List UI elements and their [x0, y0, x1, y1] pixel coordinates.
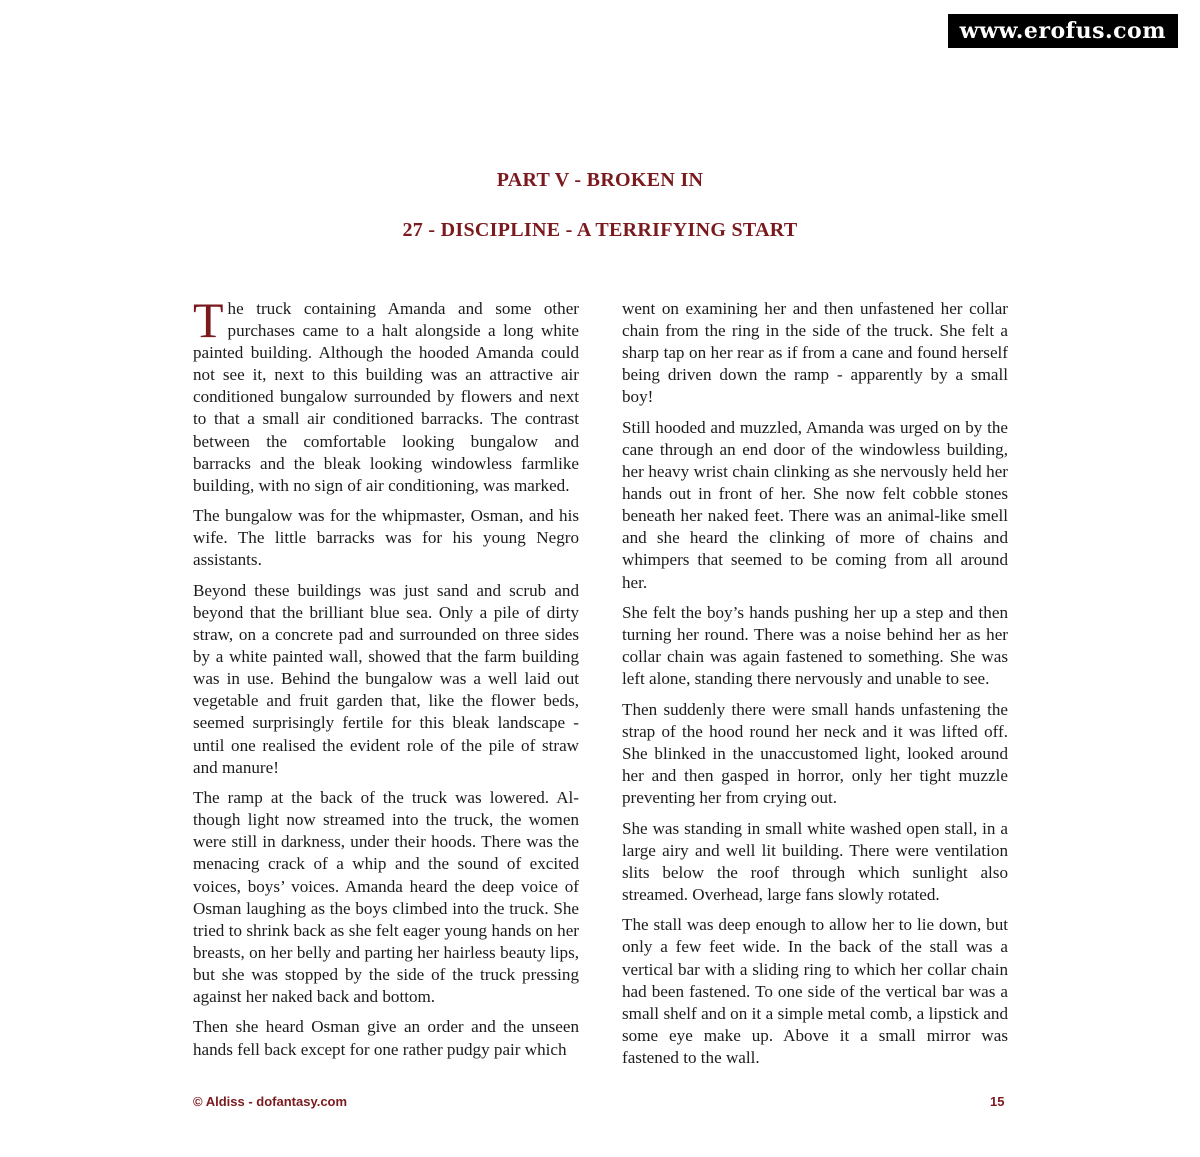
paragraph: went on examining her and then unfastened her collar chain from the ring in the side of the truck. She felt a sharp tap on her rear as if from a cane and found herself being driven down the ramp - apparently by a small boy! [622, 299, 1008, 407]
paragraph: Beyond these buildings was just sand and scrub and beyond that the brilliant blue sea. Only a pile of dirty straw, on a concrete pad and surrounded on three sides by a white painted wall, showed that the farm building was in use. Behind the bungalow was a well laid out vegetable and fruit garden that, like the flower beds, seemed surprisingly fertile for this bleak landscape - until one realised the evident role of the pile of straw and manure! [193, 580, 579, 777]
right-column [622, 298, 1008, 1077]
paragraph: The bungalow was for the whipmaster, Osman, and his wife. The little barracks was for his young Negro assistants. [193, 506, 579, 570]
paragraph: Still hooded and muzzled, Amanda was urged on by the cane through an end door of the windowless building, her heavy wrist chain clinking as she nervously held her hands out in front of her. She now felt cobble stones beneath her naked feet. There was an animal-like smell and she heard the clinking of more of chains and whimpers that seemed to be coming from all around her. [622, 417, 1008, 592]
paragraph [193, 292, 579, 497]
chapter-title: 27 - DISCIPLINE - A TERRIFYING START [402, 219, 798, 241]
paragraph: The stall was deep enough to allow her to lie down, but only a few feet wide. In the back of the stall was a vertical bar with a sliding ring to which her collar chain had been fastened. To one side of the vertical bar was a small shelf and on it a simple metal comb, a lipstick and some eye make up. Above it a small mirror was fastened to the wall. [622, 915, 1008, 1067]
page-number: 15 [990, 1094, 1005, 1109]
paragraph: She felt the boy’s hands pushing her up a step and then turning her round. There was a noise behind her as her collar chain was again fastened to something. She was left alone, standing there nervously and unable to see. [622, 603, 1008, 689]
drop-cap: T [193, 292, 224, 348]
paragraph: She was standing in small white washed open stall, in a large airy and well lit building. There were ventilation slits below the roof through which sunlight also streamed. Overhead, large fans slowly rotated. [622, 818, 1008, 904]
left-column [193, 292, 579, 1069]
watermark-logo: www.erofus.com [948, 14, 1178, 48]
part-title: PART V - BROKEN IN [496, 169, 704, 191]
paragraph: Then suddenly there were small hands unfastening the strap of the hood round her neck and it was lifted off. She blinked in the unaccustomed light, looked around her and then gasped in horror, only her tight muzzle preventing her from crying out. [622, 699, 1008, 808]
copyright-footer: © Aldiss - dofantasy.com [193, 1094, 348, 1109]
paragraph-text: he truck containing Amanda and some other purchases came to a halt alongside a long white painted building. Although the hooded Amanda could not see it, next to this building was an attractive air conditioned bungalow surrounded by flowers and next to that a small air conditioned barracks. The contrast between the comfortable looking bungalow and barracks and the bleak looking windowless farmlike building, with no sign of air conditioning, was marked. [193, 299, 579, 495]
paragraph: Then she heard Osman give an order and the unseen hands fell back except for one rather pudgy pair which [193, 1017, 579, 1059]
paragraph: The ramp at the back of the truck was lowered. Although light now streamed into the truck, the women were still in darkness, under their hoods. There was the menacing crack of a whip and the sound of excited voices, boys’ voices. Amanda heard the deep voice of Osman laughing as the boys climbed into the truck. She tried to shrink back as she felt eager young hands on her breasts, on her belly and parting her hairless beauty lips, but she was stopped by the side of the truck pressing against her naked back and bottom. [193, 788, 579, 1006]
